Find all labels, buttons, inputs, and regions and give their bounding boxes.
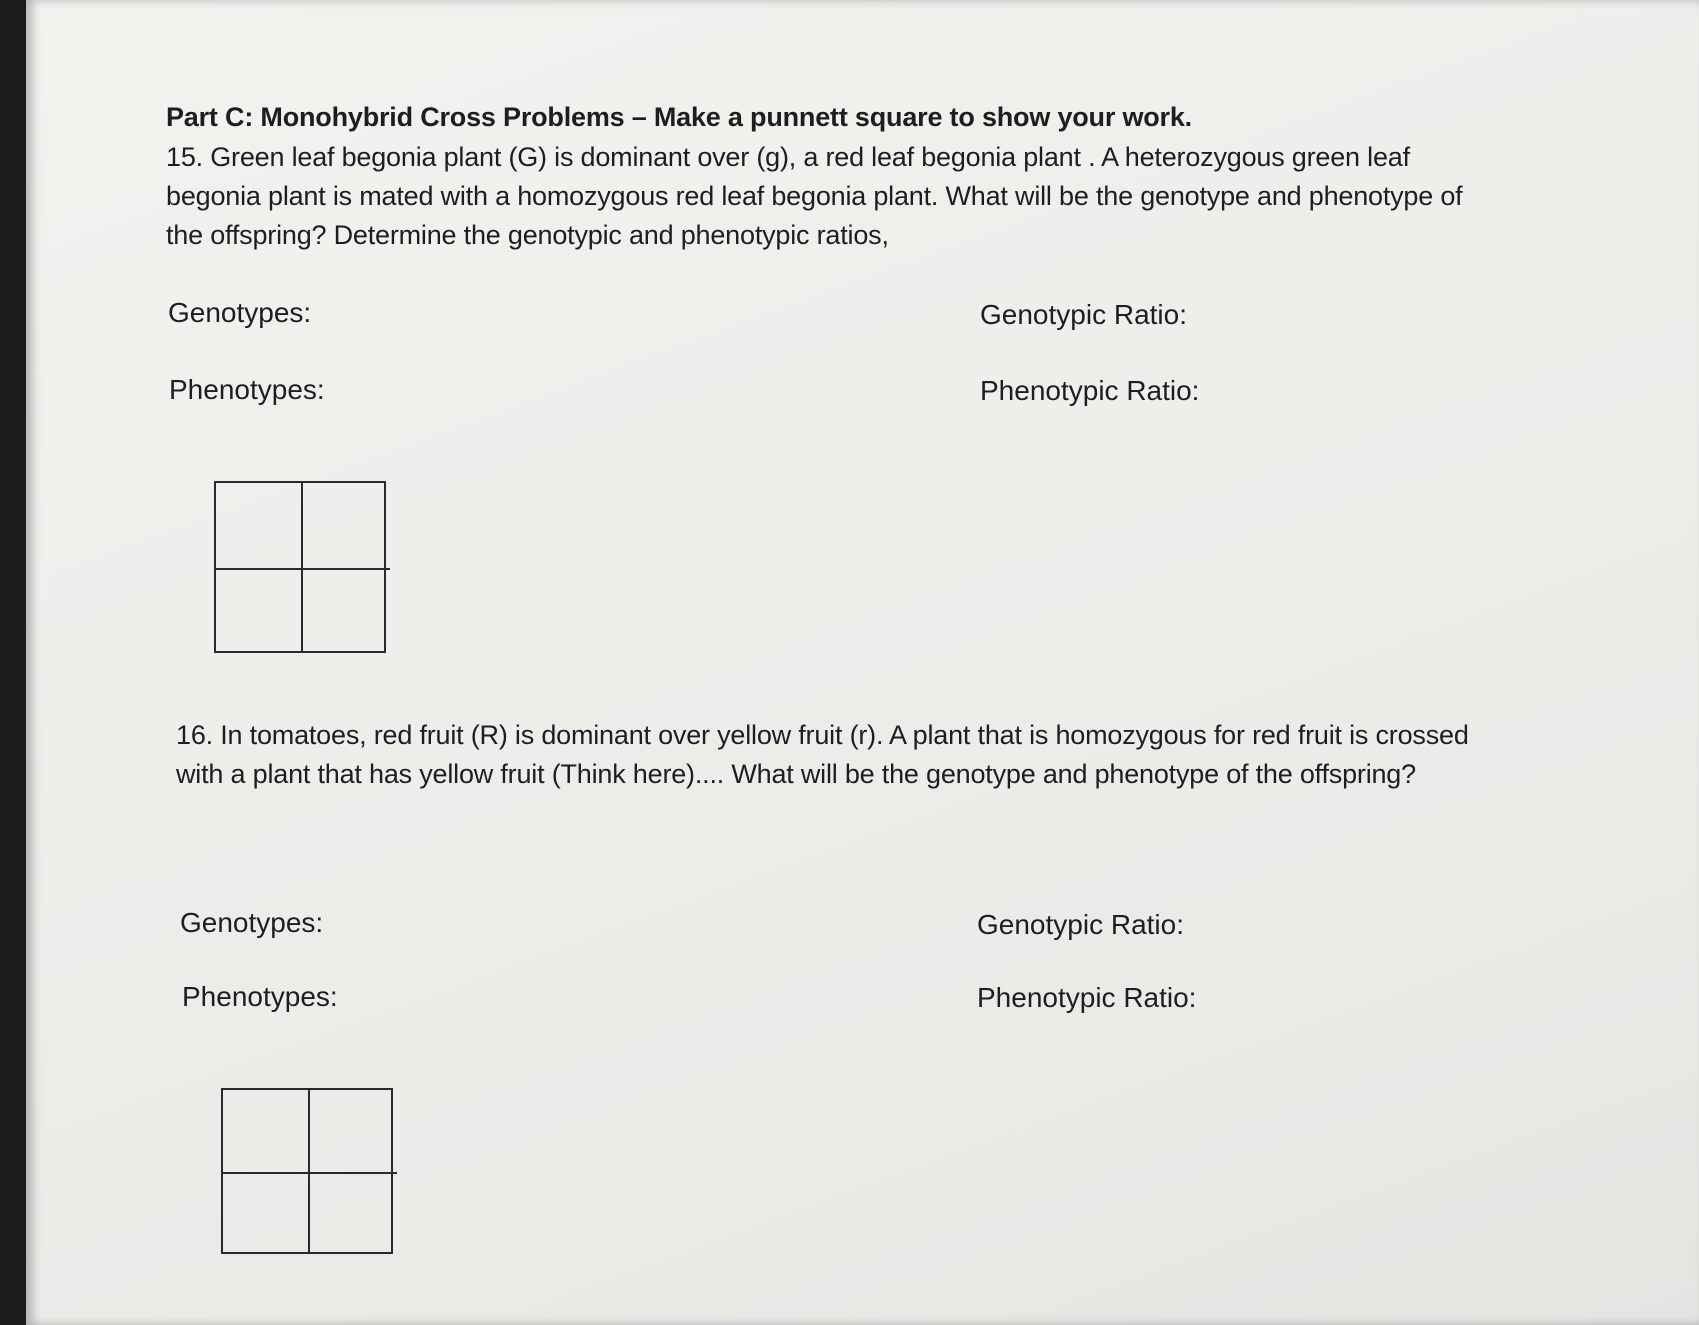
punnett-cell[interactable] — [216, 483, 300, 567]
problem-16-line: 16. In tomatoes, red fruit (R) is dominant over yellow fruit (r). A plant that is homozygous for red fruit is crossed — [176, 720, 1469, 750]
problem-15-line: the offspring? Determine the genotypic and phenotypic ratios, — [166, 220, 889, 250]
problem-15-line: 15. Green leaf begonia plant (G) is dominant over (g), a red leaf begonia plant . A heterozygous green leaf — [166, 142, 1410, 172]
problem-15-phenotypes-label: Phenotypes: — [169, 374, 325, 405]
grid-line — [301, 483, 303, 651]
grid-line — [223, 1172, 397, 1174]
punnett-square-16[interactable] — [221, 1088, 393, 1254]
problem-15-genotypes-label: Genotypes: — [168, 297, 312, 328]
problem-15-text — [166, 138, 1626, 255]
section-heading: Part C: Monohybrid Cross Problems – Make a punnett square to show your work. — [166, 102, 1192, 132]
problem-16-line: with a plant that has yellow fruit (Think here).... What will be the genotype and phenotype of the offspring? — [176, 759, 1416, 789]
punnett-cell[interactable] — [216, 569, 300, 653]
problem-15-genotypic-ratio-label: Genotypic Ratio: — [980, 299, 1187, 330]
problem-16-genotypes-label: Genotypes: — [180, 907, 324, 938]
grid-line — [216, 568, 390, 570]
punnett-square-15[interactable] — [214, 481, 386, 653]
punnett-cell[interactable] — [309, 1090, 393, 1174]
problem-16-phenotypic-ratio-label: Phenotypic Ratio: — [977, 982, 1197, 1013]
punnett-cell[interactable] — [223, 1176, 307, 1260]
problem-15-phenotypic-ratio-label: Phenotypic Ratio: — [980, 375, 1200, 406]
punnett-cell[interactable] — [309, 1176, 393, 1260]
problem-16-text — [176, 716, 1576, 794]
punnett-cell[interactable] — [302, 569, 386, 653]
punnett-cell[interactable] — [302, 483, 386, 567]
grid-line — [308, 1090, 310, 1252]
punnett-cell[interactable] — [223, 1090, 307, 1174]
problem-15-line: begonia plant is mated with a homozygous red leaf begonia plant. What will be the genotype and phenotype of — [166, 181, 1463, 211]
problem-16-phenotypes-label: Phenotypes: — [182, 981, 338, 1012]
problem-16-genotypic-ratio-label: Genotypic Ratio: — [977, 909, 1184, 940]
